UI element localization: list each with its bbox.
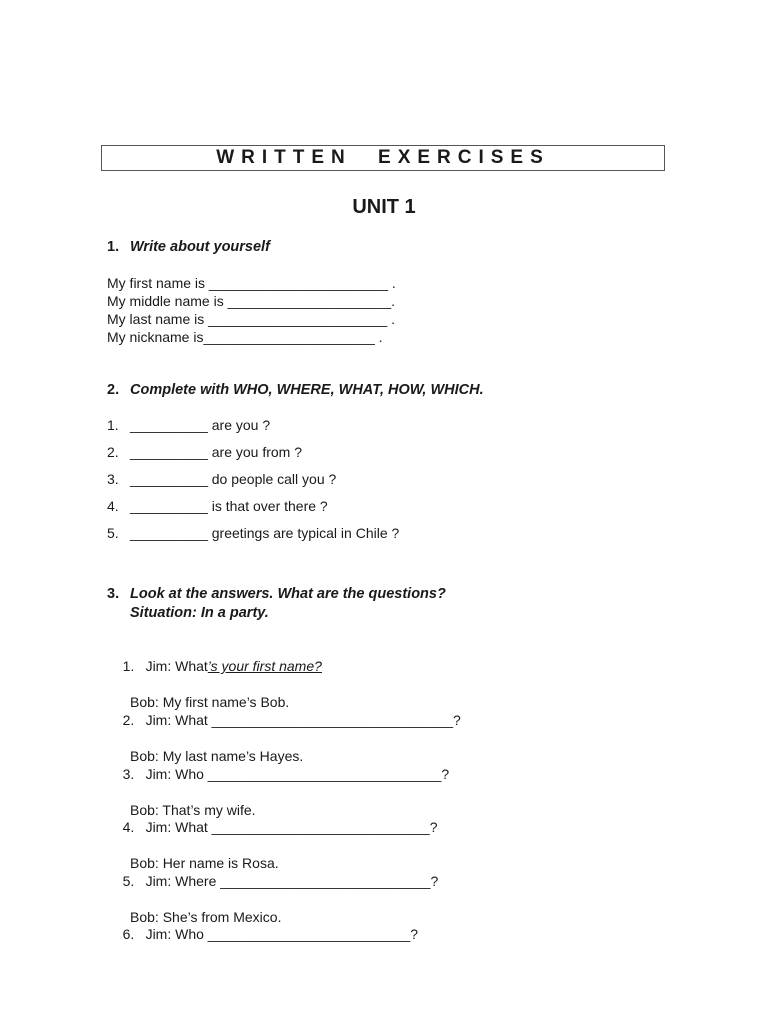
section2-item — [107, 470, 336, 488]
jim-line: Jim: What — [145, 658, 208, 674]
item-number: 3. — [122, 766, 135, 782]
section2-item — [107, 524, 399, 542]
section1-number: 1. — [107, 239, 120, 255]
section1-heading — [107, 238, 270, 257]
section3-situation: Situation: In a party. — [130, 605, 269, 621]
unit-heading: UNIT 1 — [352, 196, 416, 218]
item-text: __________ are you from ? — [130, 444, 303, 460]
bob-line: Bob: My last name’s Hayes. — [130, 748, 304, 764]
section2-item — [107, 416, 270, 434]
jim-line: Jim: Where ___________________________? — [145, 873, 439, 889]
bob-line: Bob: Her name is Rosa. — [130, 855, 279, 871]
section3-number: 3. — [107, 586, 120, 602]
dialogue-item — [107, 907, 418, 961]
item-text: __________ is that over there ? — [130, 498, 328, 514]
item-number: 1. — [107, 417, 119, 433]
item-number: 4. — [122, 819, 135, 835]
jim-line: Jim: Who __________________________? — [145, 926, 419, 942]
item-number: 1. — [122, 658, 135, 674]
section1-line: My last name is _______________________ . — [107, 311, 395, 327]
section1-title: Write about yourself — [130, 239, 270, 255]
example-answer: ’s your first name? — [207, 658, 322, 674]
section3-heading — [107, 585, 446, 623]
section2-title: Complete with WHO, WHERE, WHAT, HOW, WHICH. — [130, 382, 484, 398]
item-number: 2. — [122, 712, 135, 728]
section1-line: My middle name is _____________________. — [107, 293, 395, 309]
section2-item — [107, 443, 302, 461]
section1-line: My nickname is______________________ . — [107, 329, 383, 345]
jim-line: Jim: Who ______________________________? — [145, 766, 450, 782]
item-text: __________ do people call you ? — [130, 471, 337, 487]
item-number: 5. — [122, 873, 135, 889]
bob-line: Bob: That’s my wife. — [130, 802, 256, 818]
section2-heading — [107, 381, 484, 400]
jim-line: Jim: What _______________________________? — [145, 712, 461, 728]
item-number: 2. — [107, 444, 119, 460]
section3-title: Look at the answers. What are the questions? — [130, 586, 446, 602]
section2-item — [107, 497, 328, 515]
page-title: WRITTEN EXERCISES — [101, 145, 665, 171]
item-number: 4. — [107, 498, 119, 514]
bob-line: Bob: My first name’s Bob. — [130, 694, 290, 710]
jim-line: Jim: What ____________________________? — [145, 819, 438, 835]
section2-number: 2. — [107, 382, 120, 398]
item-number: 3. — [107, 471, 119, 487]
section1-line: My first name is _______________________ . — [107, 275, 396, 291]
item-number: 5. — [107, 525, 119, 541]
item-number: 6. — [122, 926, 135, 942]
item-text: __________ greetings are typical in Chile ? — [130, 525, 400, 541]
item-text: __________ are you ? — [130, 417, 271, 433]
bob-line: Bob: She’s from Mexico. — [130, 909, 282, 925]
